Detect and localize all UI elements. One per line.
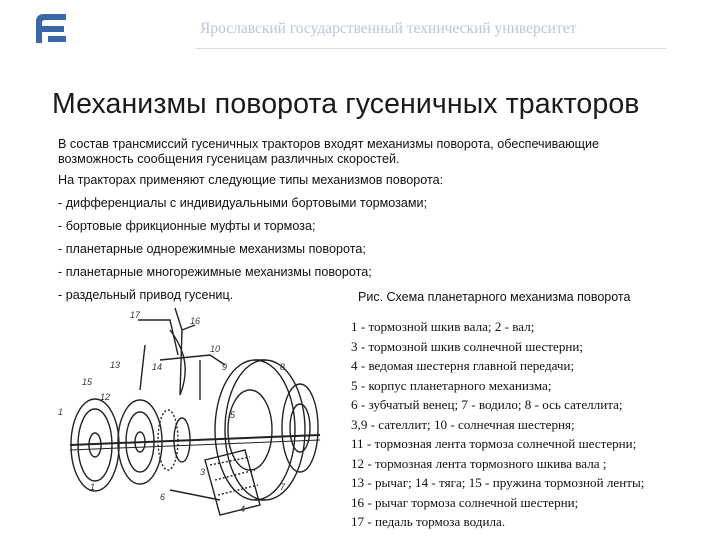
svg-text:14: 14 [152,362,163,372]
legend-item: 16 - рычаг тормоза солнечной шестерни; [351,494,579,510]
svg-text:9: 9 [222,362,228,372]
svg-text:10: 10 [210,344,221,354]
planetary-mechanism-diagram [50,300,340,525]
legend-item: 1 - тормозной шкив вала; 2 - вал; [351,319,535,334]
type-list-item: - бортовые фрикционные муфты и тормоза; [58,219,316,233]
svg-text:15: 15 [82,377,93,387]
type-list-item: - планетарные многорежимные механизмы поворота; [58,265,372,279]
type-list-item: - планетарные однорежимные механизмы поворота; [58,242,366,256]
legend-item: 17 - педаль тормоза водила. [351,514,506,529]
types-heading: На тракторах применяют следующие типы механизмов поворота: [58,173,444,187]
university-name: Ярославский государственный технический университет [200,20,577,37]
legend-item: 6 - зубчатый венец; 7 - водило; 8 - ось сателлита; [351,397,623,412]
svg-text:17: 17 [130,310,141,320]
svg-text:16: 16 [190,316,201,326]
svg-text:1: 1 [90,482,96,492]
type-list-item: - дифференциалы с индивидуальными бортовыми тормозами; [58,196,428,210]
intro-paragraph: В состав трансмиссий гусеничных тракторов входят механизмы поворота, обеспечивающие возможность сообщения гусеницам различных скоростей. [58,137,600,166]
slide-body [58,137,618,311]
university-logo-icon [34,12,68,44]
svg-text:6: 6 [160,492,166,502]
legend-item: 5 - корпус планетарного механизма; [351,377,552,393]
figure-legend [351,317,711,532]
svg-text:13: 13 [110,360,121,370]
svg-text:7: 7 [280,482,286,492]
legend-item: 3 - тормозной шкив солнечной шестерни; [351,338,584,354]
type-list-item: - раздельный привод гусениц. [58,288,234,302]
header-divider [196,48,666,49]
svg-text:3: 3 [200,467,206,477]
slide-title: Механизмы поворота гусеничных тракторов [52,88,640,120]
svg-text:4: 4 [240,504,246,514]
legend-item: 11 - тормозная лента тормоза солнечной шестерни; [351,436,637,451]
legend-item: 3,9 - сателлит; 10 - солнечная шестерня; [351,416,575,432]
svg-text:12: 12 [100,392,111,402]
svg-text:1: 1 [58,407,64,417]
figure-caption: Рис. Схема планетарного механизма поворота [358,290,631,304]
legend-item: 12 - тормозная лента тормозного шкива вала ; [351,455,607,471]
legend-item: 13 - рычаг; 14 - тяга; 15 - пружина тормозной ленты; [351,475,645,490]
svg-text:5: 5 [230,410,236,420]
svg-text:8: 8 [280,362,286,372]
legend-item: 4 - ведомая шестерня главной передачи; [351,358,575,373]
